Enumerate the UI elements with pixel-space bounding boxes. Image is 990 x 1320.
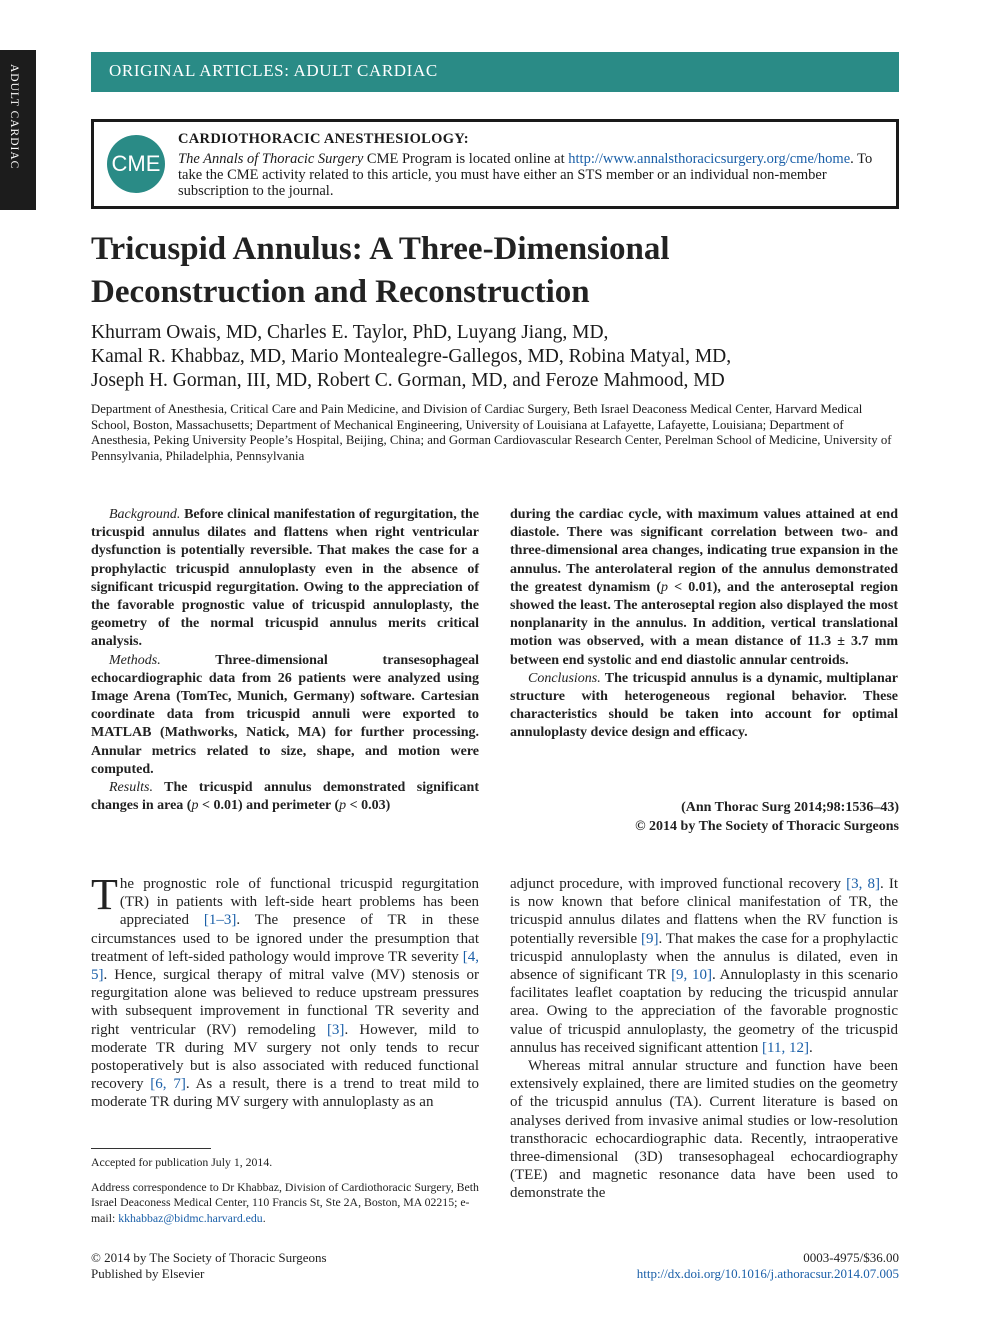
footer-copyright: © 2014 by The Society of Thoracic Surgeons <box>91 1250 327 1265</box>
abstract-methods <box>91 652 479 779</box>
doi-link[interactable]: http://dx.doi.org/10.1016/j.athoracsur.2014.07.005 <box>636 1265 899 1281</box>
body-paragraph: Whereas mitral annular structure and function have been extensively explained, there are limited studies on the geometry of the tricuspid annulus (TA). Current literature is based on analyses derived from invasive animal studies or low-resolution transthoracic echocardiographic data. Recently, intraoperative three-dimensional (3D) transesophageal echocardiography (TEE) and magnetic resonance data have been used to demonstrate the <box>510 1058 898 1202</box>
body-text: . That makes the case for a prophylactic tricuspid annuloplasty when the annulus is dilated, even in absence of significant TR <box>510 930 898 984</box>
body-text: adjunct procedure, with improved functional recovery <box>510 876 847 892</box>
cme-journal-name: The Annals of Thoracic Surgery <box>178 151 364 167</box>
p-value-symbol: p <box>661 579 669 595</box>
citation-copyright: © 2014 by The Society of Thoracic Surgeons <box>635 819 899 834</box>
citation-block <box>635 798 899 836</box>
drop-cap: T <box>91 870 118 919</box>
author-line: Kamal R. Khabbaz, MD, Mario Montealegre-Gallegos, MD, Robina Matyal, MD, <box>91 346 732 367</box>
footnotes <box>91 1155 479 1235</box>
cme-link[interactable]: http://www.annalsthoracicsurgery.org/cme/home <box>568 151 851 167</box>
footer-issn: 0003-4975/$36.00 <box>803 1250 899 1265</box>
body-text: . It is now known that before clinical manifestation of TR, the tricuspid annulus dilates and flattens when the RV function is potentially reversible <box>510 876 898 947</box>
abstract-text: < 0.01), and the anteroseptal region showed the least. The anteroseptal region also displayed the most nonplanarity in the annulus. In addition, vertical translational motion was observed, with a mean distance of 11.3 ± 3.7 mm between end systolic and end diastolic annular centroids. <box>510 579 898 668</box>
abstract-text: The tricuspid annulus demonstrated significant changes in area ( <box>91 780 479 814</box>
correspondence-address <box>91 1180 479 1227</box>
reference-link[interactable]: [3] <box>326 1021 345 1038</box>
accepted-date: Accepted for publication July 1, 2014. <box>91 1155 273 1169</box>
body-paragraph <box>510 875 898 1057</box>
body-text: . However, mild to moderate TR during MV surgery not only tends to recur postoperatively but is also associated with reduced functional recovery <box>91 1021 479 1093</box>
address-text: Address correspondence to Dr Khabbaz, Division of Cardiothoracic Surgery, Beth Israel Deaconess Medical Center, 110 Francis St, Ste 2A, Boston, MA 02215; e-mail: <box>91 1179 479 1225</box>
body-paragraph <box>91 870 479 1112</box>
abstract-results-continued <box>510 506 898 670</box>
address-end: . <box>262 1210 266 1225</box>
reference-link[interactable]: [9, 10] <box>671 967 713 984</box>
abstract-text: The tricuspid annulus is a dynamic, multiplanar structure with heterogeneous regional behavior. These characteristics should be taken into account for optimal annuloplasty device design and efficacy. <box>510 670 898 741</box>
article-title: Tricuspid Annulus: A Three-Dimensional Deconstruction and Reconstruction <box>91 231 670 310</box>
footer-right <box>637 1250 899 1281</box>
author-line: Joseph H. Gorman, III, MD, Robert C. Gorman, MD, and Feroze Mahmood, MD <box>91 370 725 391</box>
p-value-symbol: p <box>339 798 347 814</box>
body-left-column <box>91 870 479 1112</box>
author-list <box>91 321 899 393</box>
body-text: he prognostic role of functional tricuspid regurgitation (TR) in patients with left-side heart problems has been appreciated <box>119 876 479 929</box>
abstract-label: Results. <box>109 780 153 796</box>
cme-text-part2: . To take the CME activity related to this article, you must have either an STS member or an individual non-member subscription to the journal. <box>178 151 873 199</box>
abstract-text: Three-dimensional transesophageal echocardiographic data from 26 patients were analyzed using Image Arena (TomTec, Munich, Germany) software. Cartesian coordinate data from tricuspid annuli were exported to MATLAB (Mathworks, Natick, MA) for further processing. Annular metrics related to size, shape, and motion were computed. <box>91 652 479 777</box>
cme-logo-text: CME <box>111 151 161 176</box>
banner-label: ORIGINAL ARTICLES: ADULT CARDIAC <box>109 61 438 80</box>
body-text: . Hence, surgical therapy of mitral valve (MV) stenosis or regurgitation alone was believed to reduce upstream pressures with subsequent improvement in functional TR severity and right ventricular (RV) remodeling <box>91 967 479 1038</box>
author-line: Khurram Owais, MD, Charles E. Taylor, PhD, Luyang Jiang, MD, <box>91 322 609 343</box>
cme-heading: CARDIOTHORACIC ANESTHESIOLOGY: <box>178 131 469 147</box>
section-banner <box>91 52 899 92</box>
cme-box <box>91 119 899 209</box>
abstract-results <box>91 779 479 815</box>
abstract-label: Background. <box>109 507 181 522</box>
abstract-background <box>91 506 479 652</box>
footer-publisher: Published by Elsevier <box>91 1265 205 1281</box>
cme-logo <box>107 135 165 193</box>
cme-text-part1: CME Program is located online at <box>363 151 569 167</box>
abstract-conclusions <box>510 670 898 743</box>
abstract-right-column <box>510 506 898 743</box>
abstract-text: < 0.03) <box>346 798 391 814</box>
body-text: . Annuloplasty in this scenario facilitates leaflet coaptation by reducing the tricuspid annular area. Owing to the appreciation of the favorable prognostic value of tricuspid annuloplasty, the geometry of the tricuspid annulus has received significant attention <box>510 967 898 1056</box>
reference-link[interactable]: [4, 5] <box>91 948 479 984</box>
side-tab-label: ADULT CARDIAC <box>8 64 20 170</box>
cme-text <box>178 151 883 199</box>
reference-link[interactable]: [9] <box>641 930 659 947</box>
body-text: . The presence of TR in these circumstances used to be ignored under the presumption that treatment of left-sided pathology would improve TR severity <box>91 912 479 965</box>
reference-link[interactable]: [6, 7] <box>150 1076 186 1093</box>
body-text: . As a result, there is a trend to treat mild to moderate TR during MV surgery with annuloplasty as an <box>91 1076 479 1111</box>
abstract-text: Before clinical manifestation of regurgitation, the tricuspid annulus dilates and flattens when right ventricular dysfunction is potentially reversible. That makes the case for a prophylactic tricuspid annuloplasty even in the absence of significant tricuspid regurgitation. Owing to the appreciation of the favorable prognostic value of tricuspid annuloplasty, the geometry of the normal tricuspid annulus merits critical analysis. <box>91 507 479 650</box>
footnote-divider <box>91 1148 211 1149</box>
reference-link[interactable]: [1–3] <box>203 912 237 929</box>
body-text: . <box>808 1039 813 1056</box>
footer-left <box>91 1250 327 1281</box>
abstract-label: Conclusions. <box>528 670 601 686</box>
reference-link[interactable]: [11, 12] <box>762 1039 809 1056</box>
body-right-column <box>510 875 898 1203</box>
abstract-left-column <box>91 506 479 815</box>
p-value-symbol: p <box>191 798 199 814</box>
journal-citation: (Ann Thorac Surg 2014;98:1536–43) <box>681 800 899 815</box>
email-link[interactable]: kkhabbaz@bidmc.harvard.edu <box>118 1210 263 1225</box>
abstract-label: Methods. <box>109 652 161 668</box>
section-side-tab <box>0 50 36 210</box>
affiliations: Department of Anesthesia, Critical Care and Pain Medicine, and Division of Cardiac Surgery, Beth Israel Deaconess Medical Center, Harvard Medical School, Boston, Massachusetts; Department of Mechanical Engineering, University of Louisiana at Lafayette, Lafayette, Louisiana; Department of Anesthesia, Peking University People’s Hospital, Beijing, China; and Gorman Cardiovascular Research Center, Perelman School of Medicine, University of Pennsylvania, Philadelphia, Pennsylvania <box>91 402 892 463</box>
abstract-text: < 0.01) and perimeter ( <box>198 798 340 814</box>
abstract-text: during the cardiac cycle, with maximum values attained at end diastole. There was significant correlation between two- and three-dimensional area changes, indicating true expansion in the annulus. The anterolateral region of the annulus demonstrated the greatest dynamism ( <box>510 507 898 595</box>
reference-link[interactable]: [3, 8] <box>846 876 880 892</box>
